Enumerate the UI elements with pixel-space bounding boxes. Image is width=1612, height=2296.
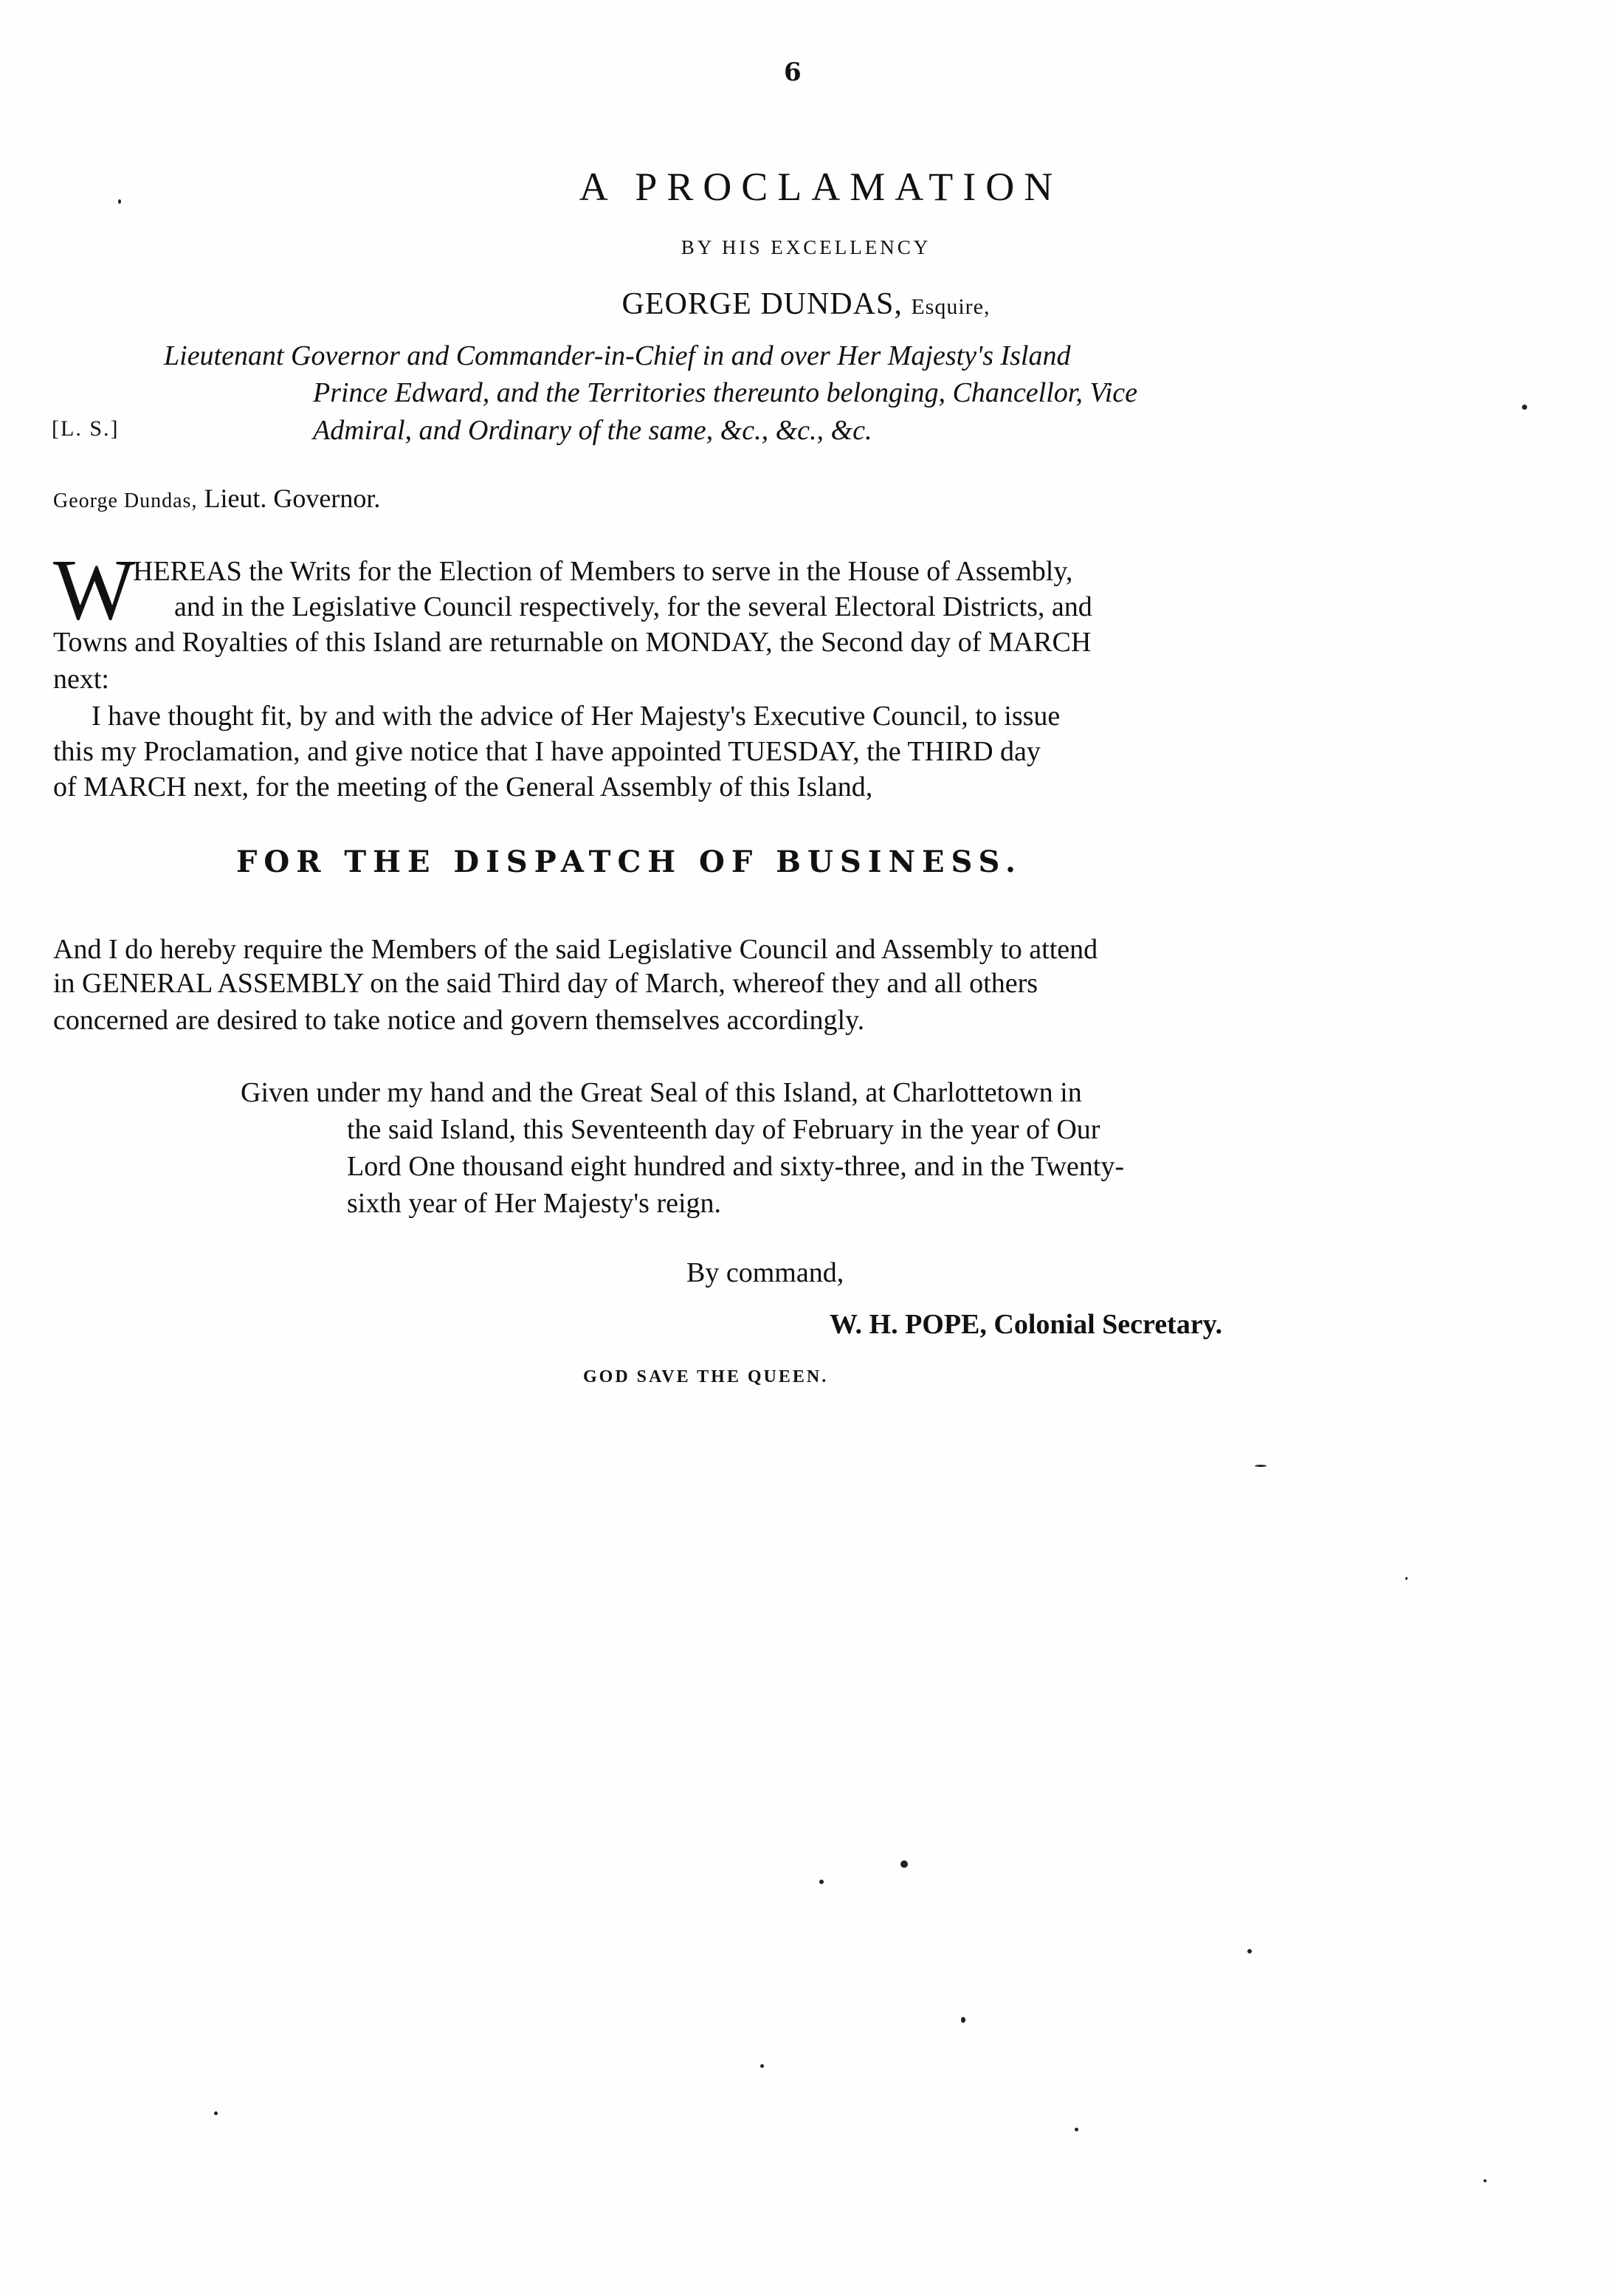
whereas-line: HEREAS the Writs for the Election of Members to serve in the House of Assembly, [133,556,1073,587]
by-command: By command, [686,1257,844,1288]
whereas-line: next: [53,664,109,695]
notice-line: of MARCH next, for the meeting of the General Assembly of this Island, [53,771,873,802]
scan-speck [1255,1465,1267,1467]
seal-mark: [L. S.] [52,416,120,441]
scan-speck [961,2017,965,2023]
signature-title: Lieut. Governor. [204,484,381,513]
scan-speck [1484,2179,1487,2182]
governor-style-line: Lieutenant Governor and Commander-in-Chief in and over Her Majesty's Island [164,340,1071,371]
god-save-the-queen: GOD SAVE THE QUEEN. [583,1367,829,1386]
given-line: the said Island, this Seventeenth day of February in the year of Our [347,1114,1100,1145]
given-line: sixth year of Her Majesty's reign. [347,1188,722,1219]
scan-speck [760,2064,764,2068]
drop-cap: W [53,541,136,638]
scan-speck [118,199,121,204]
require-line: concerned are desired to take notice and govern themselves accordingly. [53,1005,865,1036]
governor-name: GEORGE DUNDAS, [621,287,903,321]
whereas-line: and in the Legislative Council respectively, for the several Electoral Districts, and [174,591,1092,622]
governor-signature [53,483,380,514]
governor-name-line [0,286,1612,322]
notice-line: I have thought fit, by and with the advice of Her Majesty's Executive Council, to issue [92,701,1061,732]
given-line: Given under my hand and the Great Seal of this Island, at Charlottetown in [241,1077,1082,1108]
require-line: in GENERAL ASSEMBLY on the said Third day of March, whereof they and all others [53,968,1038,999]
require-line: And I do hereby require the Members of the said Legislative Council and Assembly to attend [53,934,1098,965]
proclamation-title: A PROCLAMATION [579,165,1063,209]
scan-speck [819,1880,824,1884]
whereas-line: Towns and Royalties of this Island are returnable on MONDAY, the Second day of MARCH [53,627,1092,658]
scan-speck [214,2111,218,2115]
scan-speck [1405,1577,1408,1580]
given-line: Lord One thousand eight hundred and sixty-three, and in the Twenty- [347,1151,1124,1182]
dispatch-heading: FOR THE DISPATCH OF BUSINESS. [236,845,1022,879]
governor-style-line: Admiral, and Ordinary of the same, &c., &c., &c. [313,415,872,446]
colonial-secretary: W. H. POPE, Colonial Secretary. [830,1309,1222,1340]
governor-style-line: Prince Edward, and the Territories thereunto belonging, Chancellor, Vice [313,377,1138,408]
governor-suffix: Esquire, [911,295,991,319]
scan-speck [1522,405,1527,410]
scan-speck [1075,2128,1078,2131]
by-his-excellency: BY HIS EXCELLENCY [681,236,931,258]
scan-speck [1247,1949,1252,1953]
page-number: 6 [784,58,802,87]
scan-speck [900,1860,908,1868]
notice-line: this my Proclamation, and give notice that I have appointed TUESDAY, the THIRD day [53,736,1041,767]
signature-name: George Dundas, [53,489,198,512]
